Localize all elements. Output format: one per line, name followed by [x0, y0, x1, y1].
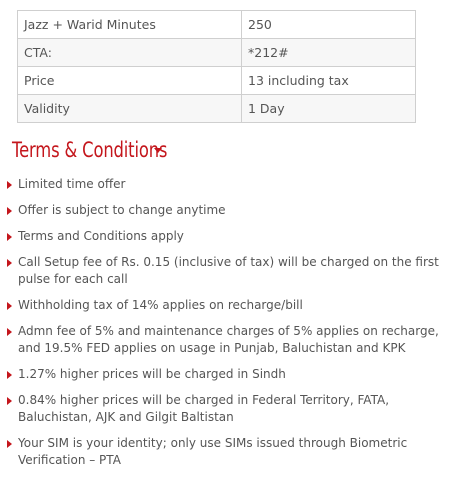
triangle-right-bullet-icon	[7, 440, 12, 448]
triangle-right-bullet-icon	[7, 259, 12, 267]
list-item	[0, 297, 440, 314]
list-item	[0, 323, 440, 357]
terms-toggle[interactable]	[12, 134, 211, 166]
list-item	[0, 176, 440, 193]
list-item	[0, 366, 440, 383]
row-value: 1 Day	[242, 95, 416, 123]
table-row	[18, 11, 416, 39]
triangle-right-bullet-icon	[7, 233, 12, 241]
row-label: Price	[18, 67, 242, 95]
table-row	[18, 39, 416, 67]
list-item-text: Admn fee of 5% and maintenance charges of 5% applies on recharge, and 19.5% FED applies on usage in Punjab, Baluchistan and KPK	[18, 324, 439, 355]
triangle-right-bullet-icon	[7, 397, 12, 405]
terms-title: Terms & Conditions	[12, 138, 168, 162]
caret-down-icon	[154, 148, 162, 153]
list-item-text: 1.27% higher prices will be charged in Sindh	[18, 367, 286, 381]
row-label: Jazz + Warid Minutes	[18, 11, 242, 39]
list-item-text: Limited time offer	[18, 177, 126, 191]
list-item-text: Offer is subject to change anytime	[18, 203, 226, 217]
list-item-text: Terms and Conditions apply	[18, 229, 184, 243]
triangle-right-bullet-icon	[7, 207, 12, 215]
terms-list	[0, 176, 440, 478]
triangle-right-bullet-icon	[7, 328, 12, 336]
offer-details-table	[17, 10, 416, 123]
table-row	[18, 67, 416, 95]
list-item	[0, 202, 440, 219]
list-item	[0, 254, 440, 288]
list-item	[0, 392, 440, 426]
list-item	[0, 435, 440, 469]
row-label: CTA:	[18, 39, 242, 67]
list-item	[0, 228, 440, 245]
list-item-text: Call Setup fee of Rs. 0.15 (inclusive of tax) will be charged on the first pulse for each call	[18, 255, 439, 286]
row-value: 250	[242, 11, 416, 39]
list-item-text: 0.84% higher prices will be charged in Federal Territory, FATA, Baluchistan, AJK and Gilgit Baltistan	[18, 393, 390, 424]
triangle-right-bullet-icon	[7, 181, 12, 189]
row-label: Validity	[18, 95, 242, 123]
list-item-text: Your SIM is your identity; only use SIMs issued through Biometric Verification – PTA	[18, 436, 408, 467]
list-item-text: Withholding tax of 14% applies on recharge/bill	[18, 298, 303, 312]
row-value: 13 including tax	[242, 67, 416, 95]
row-value: *212#	[242, 39, 416, 67]
triangle-right-bullet-icon	[7, 302, 12, 310]
table-row	[18, 95, 416, 123]
triangle-right-bullet-icon	[7, 371, 12, 379]
